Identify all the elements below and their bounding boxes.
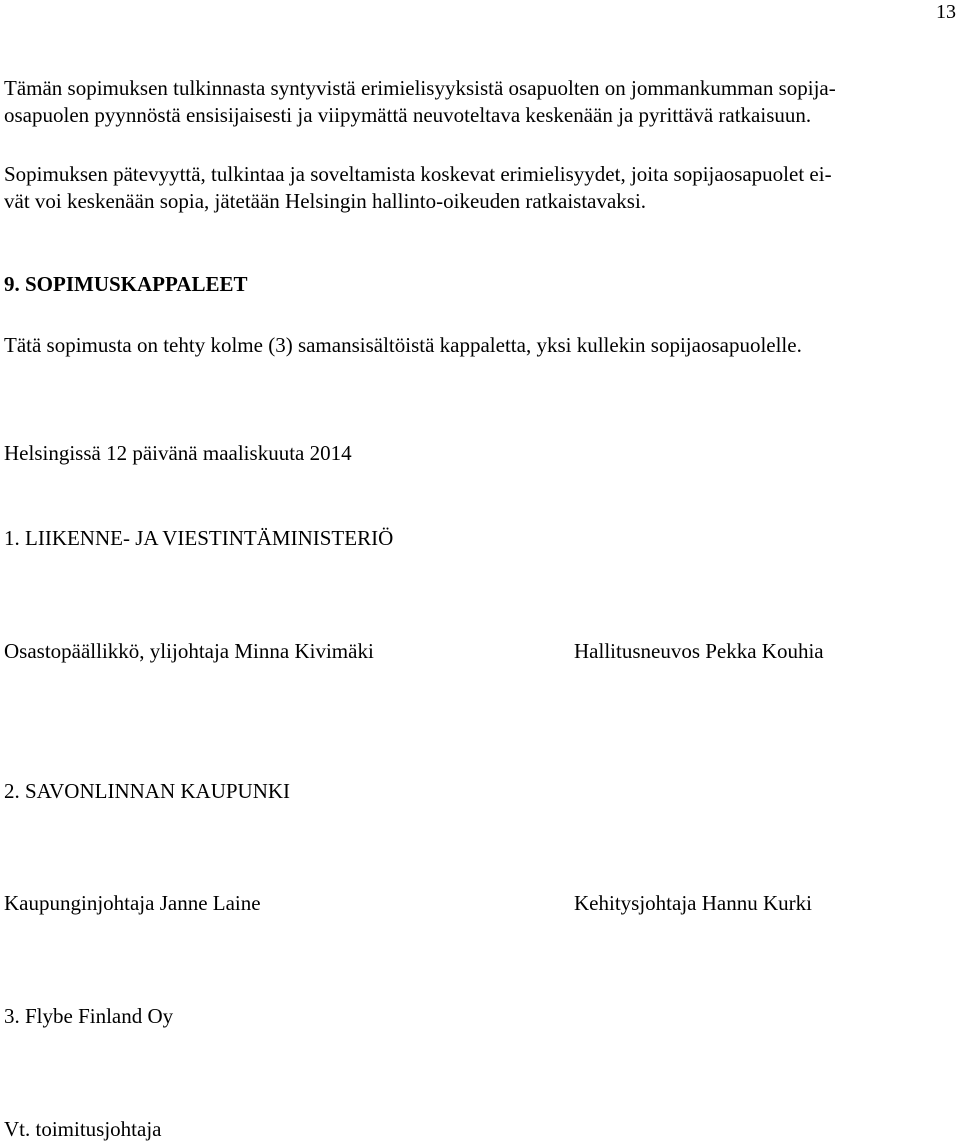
paragraph-1-line-2: osapuolen pyynnöstä ensisijaisesti ja viipymättä neuvoteltava keskenään ja pyrittävä ratkaisuun. (4, 103, 812, 127)
paragraph-1-line-1: Tämän sopimuksen tulkinnasta syntyvistä erimielisyyksistä osapuolten on jommankumman sopija- (4, 76, 836, 100)
party-1-signer-right: Hallitusneuvos Pekka Kouhia (574, 639, 824, 663)
paragraph-2-line-1: Sopimuksen pätevyyttä, tulkintaa ja soveltamista koskevat erimielisyydet, joita sopijaosapuolet ei- (4, 162, 832, 186)
party-3-signer-left: Vt. toimitusjohtaja (4, 1117, 162, 1141)
party-3-name: 3. Flybe Finland Oy (4, 1004, 174, 1028)
place-date: Helsingissä 12 päivänä maaliskuuta 2014 (4, 441, 352, 465)
party-1-signer-left: Osastopäällikkö, ylijohtaja Minna Kivimäki (4, 639, 374, 663)
section-text: Tätä sopimusta on tehty kolme (3) samansisältöistä kappaletta, yksi kullekin sopijaosapuolelle. (4, 333, 802, 357)
paragraph-2-line-2: vät voi keskenään sopia, jätetään Helsingin hallinto-oikeuden ratkaistavaksi. (4, 189, 647, 213)
party-2-name: 2. SAVONLINNAN KAUPUNKI (4, 779, 291, 803)
party-1-name: 1. LIIKENNE- JA VIESTINTÄMINISTERIÖ (4, 526, 394, 550)
section-heading: 9. SOPIMUSKAPPALEET (4, 272, 248, 296)
party-2-signer-left: Kaupunginjohtaja Janne Laine (4, 891, 261, 915)
party-2-signer-right: Kehitysjohtaja Hannu Kurki (574, 891, 812, 915)
page-number: 13 (936, 1, 956, 23)
